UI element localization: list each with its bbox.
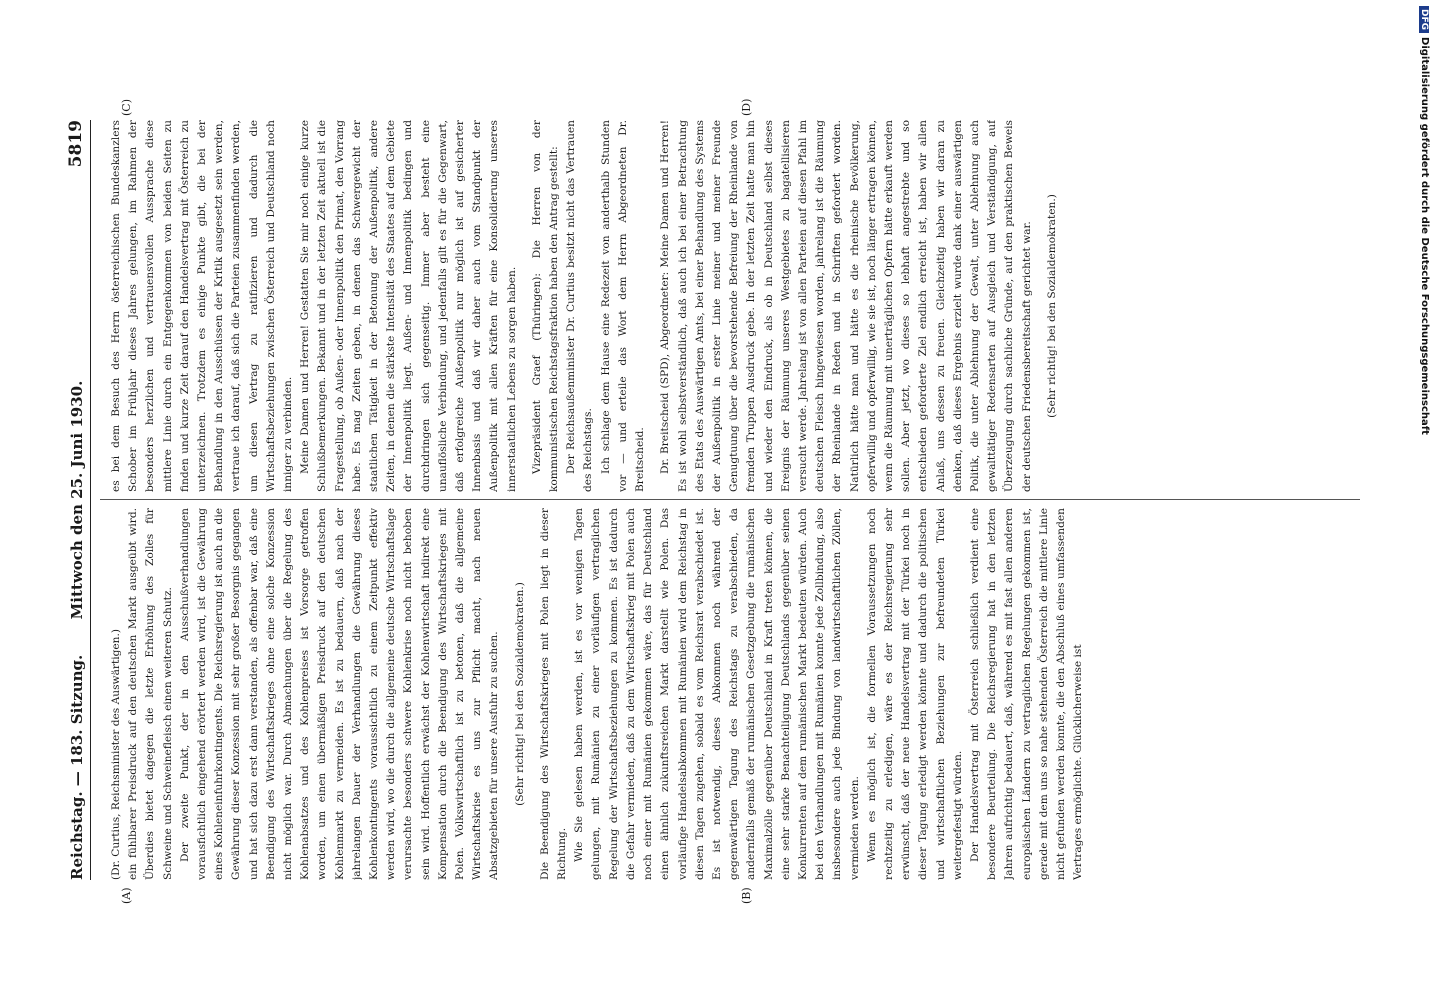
paragraph: Vizepräsident Graef (Thüringen): Die Herren von der kommunistischen Reichstagsfraktion haben den Antrag gestellt: [530,120,561,492]
paragraph: Der Handelsvertrag mit Österreich schließlich verdient eine besondere Beurteilung. Die Reichsregierung hat in den letzten Jahren aufrichtig bedauert, daß, während es mit fast allen anderen europäischen Ländern zu vertraglichen Regelungen gekommen ist, gerade mit dem uns so nahe stehenden Österreich die mittlere Linie nicht gefunden werden konnte, die den Abschluß eines umfassenden Vertrages ermöglichte. Glücklicherweise ist [968,508,1085,880]
paragraph: Der zweite Punkt, der in den Ausschußverhandlungen vorausfichtlich eingehend erörtert werden wird, ist die Gewährung eines Kohleneinfuhrkontingents. Die Reichsregierung ist auch an die Gewährung dieser Konzession mit sehr großer Besorgnis gegangen und hat sich dazu erst dann verstanden, als offenbar war, daß eine Beendigung des Wirtschaftskrieges ohne eine solche Konzession nicht möglich war. Durch Abmachungen über die Regelung des Kohlenabsatzes und des Kohlenpreises ist Vorsorge getroffen worden, um einen übermäßigen Preisdruck auf den deutschen Kohlenmarkt zu vermeiden. Es ist zu bedauern, daß nach der jahrelangen Dauer der Verhandlungen die Gewährung dieses Kohlenkontingents voraussichtlich zu einem Zeitpunkt effektiv werden wird, wo die durch die allgemeine deutsche Wirtschaftslage verursachte besonders schwere Kohlenkrise noch nicht behoben sein wird. Hoffentlich erwächst der Kohlenwirtschaft indirekt eine Kompensation durch die Beendigung des Wirtschaftskrieges mit Polen. Volkswirtschaftlich ist zu betonen, daß die allgemeine Wirtschaftskrise es uns zur Pflicht macht, nach neuen Absatzgebieten für unsere Ausfuhr zu suchen. [178,508,501,880]
left-column [108,508,1358,880]
paragraph: Meine Damen und Herren! Gestatten Sie mir noch einige kurze Schlußbemerkungen. Bekannt und in der letzten Zeit aktuell ist die Fragestellung, ob Außen- oder Innenpolitik den Primat, den Vorrang habe. Es mag Zeiten geben, in denen das Schwergewicht der staatlichen Tätigkeit in der Betonung der Außenpolitik, andere Zeiten, in denen die stärkste Intensität des Staates auf dem Gebiete der Innenpolitik liegt. Außen- und Innenpolitik bedingen und durchdringen sich gegenseitig. Immer aber besteht eine unauflösliche Verbindung, und jedenfalls gilt es für die Gegenwart, daß erfolgreiche Außenpolitik nur möglich ist auf gesicherter Innenbasis und daß wir daher auch vom Standpunkt der Außenpolitik mit allen Kräften für eine Konsolidierung unseres innerstaatlichen Lebens zu sorgen haben. [299,120,518,492]
right-column [108,120,1358,492]
paragraph: Dr. Breitscheid (SPD), Abgeordneter: Meine Damen und Herren! Es ist wohl selbstverständlich, daß auch ich bei einer Betrachtung des Etats des Auswärtigen Amts, bei einer Behandlung des Systems der Außenpolitik in erster Linie meiner und meiner Freunde Genugtuung über die bevorstehende Befreiung der Rheinlande von fremden Truppen Ausdruck gebe. In der letzten Zeit hatte man hin und wieder den Eindruck, als ob in Deutschland selbst dieses Ereignis der Räumung unseres Westgebietes zu bagatellisieren versucht werde. Jahrelang ist von allen Parteien auf diesen Pfahl im deutschen Fleisch hingewiesen worden, jahrelang ist die Räumung der Rheinlande in Reden und in Schriften gefordert worden. Natürlich hätte man und hätte es die rheinische Bevölkerung, opferwillig und opferwillig, wie sie ist, noch länger ertragen können, wenn die Räumung mit unerträglichen Opfern hätte erkauft werden sollen. Aber jetzt, wo dieses so lebhaft angestrebte und so entschieden geforderte Ziel endlich erreicht ist, haben wir allen Anlaß, uns dessen zu freuen. Gleichzeitig haben wir daran zu denken, daß dieses Ergebnis erzielt wurde dank einer auswärtigen Politik, die unter Ablehnung der Gewalt, unter Ablehnung auch gewalttätiger Redensarten auf Ausgleich und Verständigung, auf Überzeugung durch sachliche Gründe, auf den praktischen Beweis der deutschen Friedensbereitschaft gerichtet war. [659,120,1033,492]
dfg-strip [1410,6,1430,996]
margin-mark-a: (A) [120,887,133,904]
speaker-note: (Dr. Curtius, Reichsminister des Auswärtigen.) [110,629,122,880]
interjection: (Sehr richtig! bei den Sozialdemokraten.) [513,582,526,806]
paragraph: Wenn es möglich ist, die formellen Voraussetzungen noch rechtzeitig zu erledigen, wäre es der Reichsregierung sehr erwünscht, daß der neue Handelsvertrag mit der Türkei noch in dieser Tagung erledigt werden könnte und dadurch die politischen und wirtschaftlichen Beziehungen zur befreundeten Türkei weitergefestigt würden. [865,508,964,880]
margin-mark-b: (B) [740,887,753,904]
margin-mark-d: (D) [740,98,753,116]
paragraph: es bei dem Besuch des Herrn österreichischen Bundeskanzlers Schober im Frühjahr dieses Jahres gelungen, im Rahmen der besonders herzlichen und vertrauensvollen Aussprache diese mittlere Linie durch ein Entgegenkommen von beiden Seiten zu finden und kurze Zeit darauf den Handelsvertrag mit Österreich zu unterzeichnen. Trotzdem es einige Punkte gibt, die bei der Behandlung in den Ausschüssen der Kritik ausgesetzt sein werden, vertraue ich darauf, daß sich die Parteien zusammenfinden werden, um diesen Vertrag zu ratifizieren und dadurch die Wirtschaftsbeziehungen zwischen Österreich und Deutschland noch inniger zu verbinden. [110,120,295,492]
paragraph: Wie Sie gelesen haben werden, ist es vor wenigen Tagen gelungen, mit Rumänien zu einer vorläufigen vertraglichen Regelung der Wirtschaftsbeziehungen zu kommen. Es ist dadurch die Gefahr vermieden, daß zu dem Wirtschaftskrieg mit Polen auch noch einer mit Rumänien gekommen wäre, das für Deutschland einen ähnlich zukunftsreichen Markt darstellt wie Polen. Das vorläufige Handelsabkommen mit Rumänien wird dem Reichstag in diesen Tagen zugehen, sobald es vom Reichsrat verabschiedet ist. Es ist notwendig, dieses Abkommen noch während der gegenwärtigen Tagung des Reichstags zu verabschieden, da andernfalls gemäß der rumänischen Gesetzgebung die rumänischen Maximalzölle gegenüber Deutschland in Kraft treten können, die eine sehr starke Benachteiligung Deutschlands gegenüber seinen Konkurrenten auf dem rumänischen Markt bedeuten würden. Auch bei den Verhandlungen mit Rumänien konnte jede Zollbindung, also insbesondere auch jede Bindung von landwirtschaftlichen Zöllen, vermieden werden. [573,508,861,880]
header-date: Mittwoch den 25. Juni 1930. [68,380,86,620]
paragraph: Die Beendigung des Wirtschaftskrieges mit Polen liegt in dieser Richtung. [538,508,569,880]
paragraph: Ich schlage dem Hause eine Redezeit von anderthalb Stunden vor — und erteile das Wort dem Herrn Abgeordneten Dr. Breitscheid. [599,120,647,492]
margin-mark-c: (C) [120,99,133,116]
paragraph: ein fühlbarer Preisdruck auf den deutschen Markt ausgeübt wird. Überdies bietet dagegen die letzte Erhöhung des Zolles für Schweine und Schweinefleisch einen weiteren Schutz. [127,508,174,880]
page-header [60,120,91,880]
page-number: 5819 [66,120,86,168]
quoted-motion: Der Reichsaußenminister Dr. Curtius besitzt nicht das Vertrauen des Reichstags. [565,120,595,492]
column-divider [100,499,1360,500]
dfg-notice: Digitalisierung gefördert durch die Deutsche Forschungsgemeinschaft [1419,37,1430,435]
dfg-logo: DFG [1419,6,1429,33]
header-session: Reichstag. — 183. Sitzung. [68,654,86,880]
interjection: (Sehr richtig! bei den Sozialdemokraten.) [1045,194,1058,418]
